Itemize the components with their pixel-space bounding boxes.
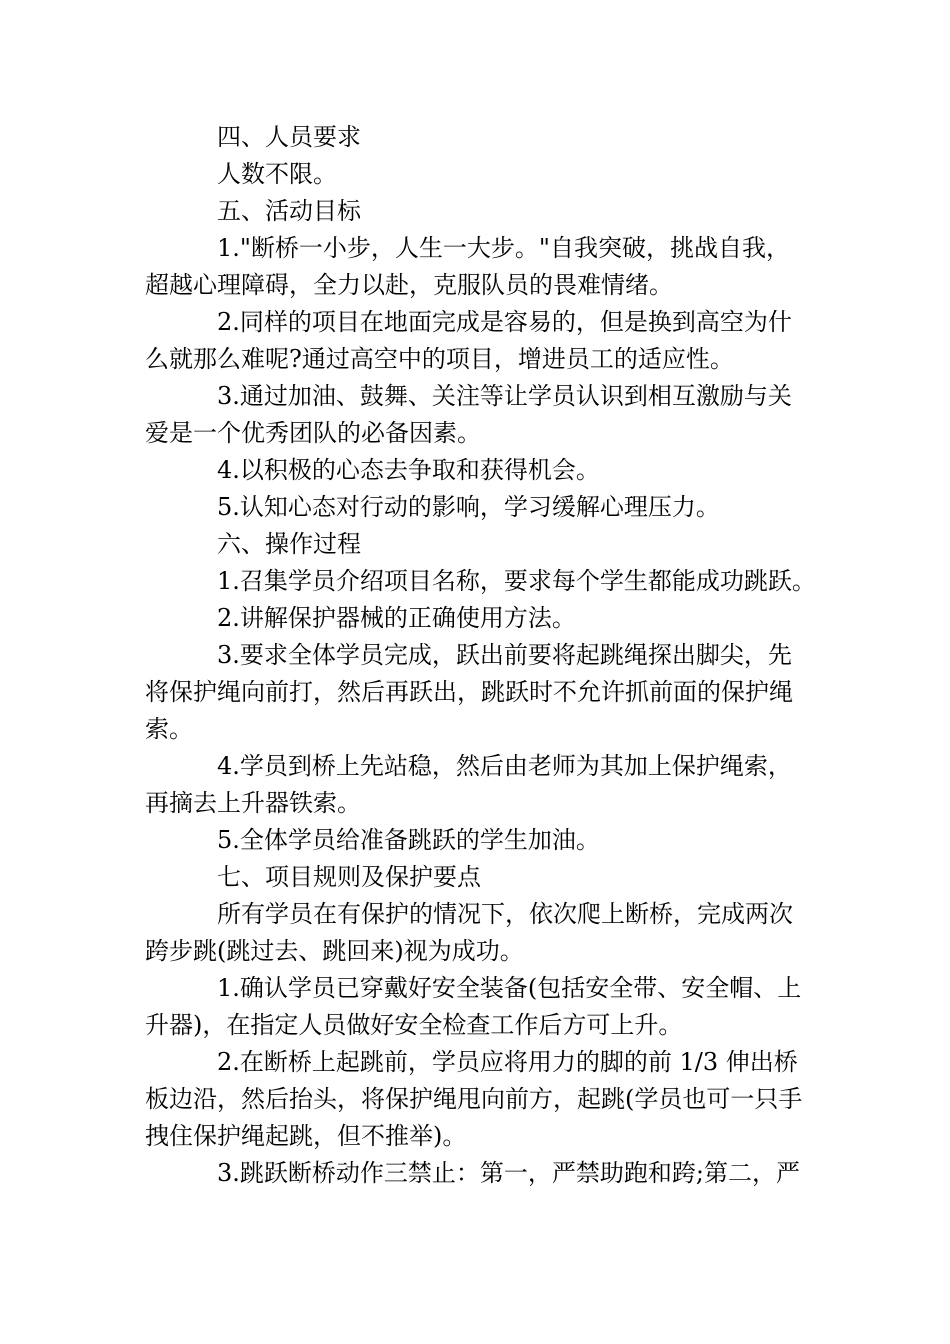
heading-personnel-requirements: 四、人员要求 xyxy=(217,123,361,151)
paragraph-line: 1."断桥一小步，人生一大步。"自我突破，挑战自我， xyxy=(217,234,790,262)
paragraph-line: 所有学员在有保护的情况下，依次爬上断桥，完成两次 xyxy=(217,900,793,928)
paragraph-line: 拽住保护绳起跳，但不推举)。 xyxy=(145,1122,467,1150)
heading-rules-and-protection: 七、项目规则及保护要点 xyxy=(217,863,481,891)
paragraph-line: 4.以积极的心态去争取和获得机会。 xyxy=(217,456,600,484)
paragraph-line: 3.要求全体学员完成，跃出前要将起跳绳探出脚尖，先 xyxy=(217,641,792,669)
paragraph-line: 爱是一个优秀团队的必备因素。 xyxy=(145,419,481,447)
paragraph-line: 将保护绳向前打，然后再跃出，跳跃时不允许抓前面的保护绳 xyxy=(145,678,793,706)
paragraph-line: 跨步跳(跳过去、跳回来)视为成功。 xyxy=(145,937,524,965)
paragraph-line: 4.学员到桥上先站稳，然后由老师为其加上保护绳索， xyxy=(217,752,792,780)
paragraph-line: 2.同样的项目在地面完成是容易的，但是换到高空为什 xyxy=(217,308,792,336)
paragraph-line: 么就那么难呢?通过高空中的项目，增进员工的适应性。 xyxy=(145,345,734,373)
paragraph-line: 板边沿，然后抬头，将保护绳甩向前方，起跳(学员也可一只手 xyxy=(145,1085,803,1113)
heading-operation-process: 六、操作过程 xyxy=(217,530,361,558)
paragraph-line: 5.全体学员给准备跳跃的学生加油。 xyxy=(217,826,600,854)
paragraph-line: 升器)，在指定人员做好安全检查工作后方可上升。 xyxy=(145,1011,683,1039)
paragraph-line: 索。 xyxy=(145,715,193,743)
paragraph-line: 5.认知心态对行动的影响，学习缓解心理压力。 xyxy=(217,493,720,521)
paragraph-line: 2.在断桥上起跳前，学员应将用力的脚的前 1/3 伸出桥 xyxy=(217,1048,798,1076)
paragraph-line: 人数不限。 xyxy=(217,160,337,188)
paragraph-line: 3.跳跃断桥动作三禁止：第一，严禁助跑和跨;第二，严 xyxy=(217,1159,800,1187)
heading-activity-goals: 五、活动目标 xyxy=(217,197,361,225)
paragraph-line: 超越心理障碍，全力以赴，克服队员的畏难情绪。 xyxy=(145,271,673,299)
paragraph-line: 2.讲解保护器械的正确使用方法。 xyxy=(217,604,576,632)
paragraph-line: 1.确认学员已穿戴好安全装备(包括安全带、安全帽、上 xyxy=(217,974,802,1002)
paragraph-line: 1.召集学员介绍项目名称，要求每个学生都能成功跳跃。 xyxy=(217,567,816,595)
paragraph-line: 再摘去上升器铁索。 xyxy=(145,789,361,817)
paragraph-line: 3.通过加油、鼓舞、关注等让学员认识到相互激励与关 xyxy=(217,382,792,410)
